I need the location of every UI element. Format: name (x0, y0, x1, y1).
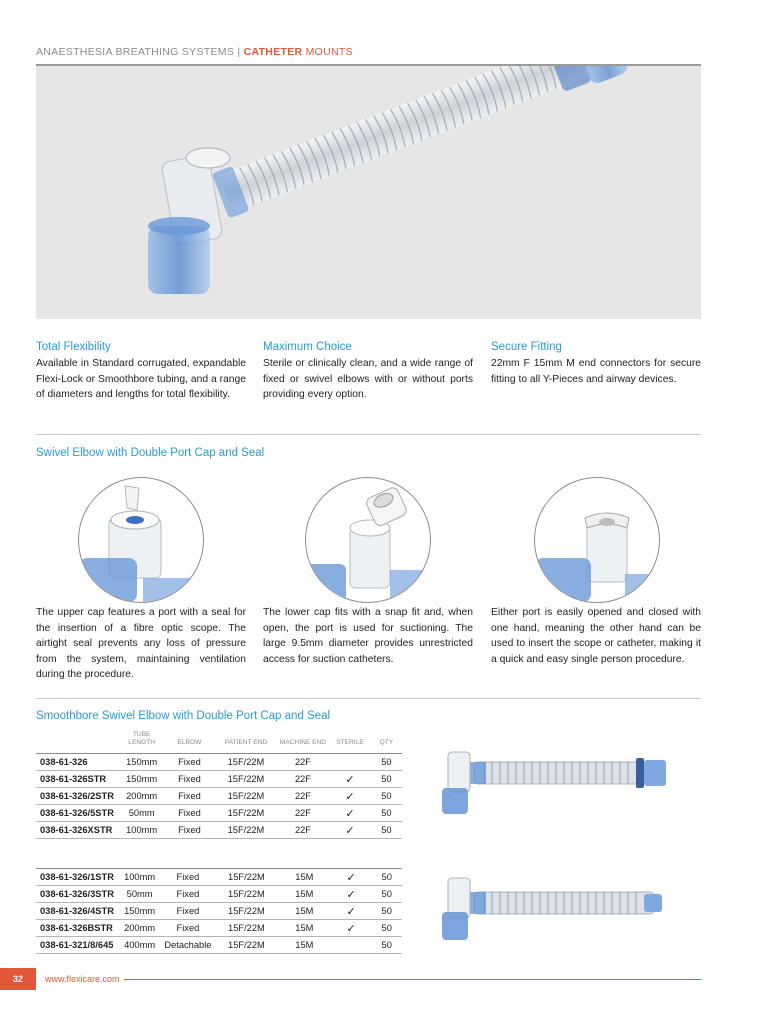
qty-cell: 50 (371, 903, 402, 920)
sterile-cell (331, 869, 372, 886)
elbow-cell: Fixed (164, 754, 215, 771)
qty-cell: 50 (371, 937, 402, 954)
product-code-cell: 038-61-326STR (36, 771, 119, 788)
product-code-cell: 038-61-321/8/645 (36, 937, 118, 954)
sterile-cell (331, 903, 372, 920)
sterile-check-icon: ✓ (346, 871, 356, 884)
product-code-cell: 038-61-326/2STR (36, 788, 119, 805)
patient-end-cell: 15F/22M (215, 920, 278, 937)
header-section: ANAESTHESIA BREATHING SYSTEMS | (36, 46, 241, 58)
catheter-mount-illustration (36, 66, 701, 319)
qty-cell: 50 (371, 754, 402, 771)
tube-length-cell: 150mm (118, 903, 161, 920)
table-row (36, 805, 402, 822)
tube-length-cell: 400mm (118, 937, 161, 954)
column-header: PATIENT END (224, 739, 268, 746)
lower-cap-detail-image (305, 477, 431, 603)
description-text: The lower cap fits with a snap fit and, when open, the port is used for suctioning. The large 9.5mm diameter provides unrestricted access for suction catheters. (263, 607, 473, 665)
product-code-cell: 038-61-326 (36, 754, 119, 771)
patient-end-cell: 15F/22M (215, 805, 277, 822)
section-divider (36, 698, 701, 699)
product-code-cell: 038-61-326/1STR (36, 869, 118, 886)
tube-length-cell: 150mm (119, 771, 163, 788)
elbow-cell: Fixed (161, 920, 215, 937)
table-row (36, 788, 402, 805)
single-hand-description (491, 605, 701, 667)
table-row (36, 903, 402, 920)
tube-length-cell: 50mm (118, 886, 161, 903)
swivel-port-detail-image (534, 477, 660, 603)
column-header (36, 731, 119, 754)
upper-cap-detail-image (78, 477, 204, 603)
machine-end-cell: 22F (277, 754, 329, 771)
patient-end-cell: 15F/22M (215, 822, 277, 839)
sterile-check-icon: ✓ (345, 807, 355, 820)
smoothbore-section-title: Smoothbore Swivel Elbow with Double Port Cap and Seal (36, 710, 331, 722)
patient-end-cell: 15F/22M (215, 771, 277, 788)
header-category-bold: CATHETER (243, 46, 303, 58)
product-code-cell: 038-61-326XSTR (36, 822, 119, 839)
product-code-cell: 038-61-326/3STR (36, 886, 118, 903)
description-text: The upper cap features a port with a seal for the insertion of a fibre optic scope. The airtight seal prevents any loss of pressure from the system, maintaining ventilation during the procedure. (36, 607, 246, 681)
sterile-check-icon: ✓ (346, 905, 356, 918)
elbow-cell: Fixed (161, 886, 215, 903)
tube-length-cell: 200mm (118, 920, 161, 937)
sterile-cell (329, 788, 371, 805)
product-code-cell: 038-61-326BSTR (36, 920, 118, 937)
qty-cell: 50 (371, 886, 402, 903)
elbow-cell: Fixed (161, 869, 215, 886)
patient-end-cell: 15F/22M (215, 937, 278, 954)
table-row (36, 937, 402, 954)
elbow-cell: Fixed (164, 822, 215, 839)
machine-end-cell: 22F (277, 771, 329, 788)
column-header: TUBE LENGTH (128, 731, 156, 746)
patient-end-cell: 15F/22M (215, 788, 277, 805)
feature-body: Available in Standard corrugated, expandable Flexi-Lock or Smoothbore tubing, and a range of diameters and lengths for total flexibility. (36, 358, 246, 401)
table-row (36, 886, 402, 903)
header-category-rest: MOUNTS (305, 46, 353, 58)
machine-end-cell: 15M (278, 886, 331, 903)
table-row (36, 869, 402, 886)
column-header: ELBOW (177, 739, 202, 746)
feature-title: Maximum Choice (263, 341, 352, 353)
product-image-22f (440, 748, 670, 833)
column-header: QTY (379, 739, 394, 746)
lower-cap-description (263, 605, 473, 667)
product-table-15m (36, 868, 402, 954)
sterile-cell (329, 771, 371, 788)
elbow-cell: Detachable (161, 937, 215, 954)
patient-end-cell: 15F/22M (215, 869, 278, 886)
qty-cell: 50 (371, 788, 402, 805)
elbow-cell: Fixed (164, 805, 215, 822)
table-header-row (36, 731, 402, 754)
machine-end-cell: 15M (278, 903, 331, 920)
qty-cell: 50 (371, 920, 402, 937)
table-row (36, 920, 402, 937)
sterile-check-icon: ✓ (345, 773, 355, 786)
patient-end-cell: 15F/22M (215, 754, 277, 771)
patient-end-cell: 15F/22M (215, 886, 278, 903)
feature-maximum-choice (263, 341, 473, 403)
description-text: Either port is easily opened and closed with one hand, meaning the other hand can be used to insert the scope or catheter, making it a quick and easy single person procedure. (491, 607, 701, 665)
table-row (36, 754, 402, 771)
feature-title: Secure Fitting (491, 341, 562, 353)
patient-end-cell: 15F/22M (215, 903, 278, 920)
table-row (36, 771, 402, 788)
sterile-cell (331, 886, 372, 903)
qty-cell: 50 (371, 869, 402, 886)
feature-secure-fitting (491, 341, 701, 387)
table-body (36, 869, 402, 954)
footer-url[interactable]: www.flexicare.com (45, 974, 120, 984)
tube-length-cell: 100mm (119, 822, 163, 839)
sterile-cell (329, 754, 371, 771)
table-row (36, 822, 402, 839)
column-header: MACHINE END (279, 739, 327, 746)
product-image-15m (440, 872, 670, 957)
section-divider (36, 434, 701, 435)
feature-title: Total Flexibility (36, 341, 111, 353)
qty-cell: 50 (371, 805, 402, 822)
sterile-cell (331, 937, 372, 954)
page-number: 32 (0, 968, 36, 990)
sterile-cell (329, 805, 371, 822)
product-code-cell: 038-61-326/5STR (36, 805, 119, 822)
tube-length-cell: 200mm (119, 788, 163, 805)
sterile-cell (329, 822, 371, 839)
tube-length-cell: 50mm (119, 805, 163, 822)
feature-total-flexibility (36, 341, 246, 403)
tube-length-cell: 150mm (119, 754, 163, 771)
product-code-cell: 038-61-326/4STR (36, 903, 118, 920)
sterile-cell (331, 920, 372, 937)
table-body (36, 754, 402, 839)
machine-end-cell: 22F (277, 805, 329, 822)
machine-end-cell: 15M (278, 869, 331, 886)
tube-length-cell: 100mm (118, 869, 161, 886)
sterile-check-icon: ✓ (346, 922, 356, 935)
swivel-section-title: Swivel Elbow with Double Port Cap and Seal (36, 447, 265, 459)
elbow-cell: Fixed (164, 771, 215, 788)
upper-cap-description (36, 605, 246, 683)
sterile-check-icon: ✓ (345, 790, 355, 803)
feature-body: Sterile or clinically clean, and a wide range of fixed or swivel elbows with or without ports providing every option. (263, 358, 473, 401)
elbow-cell: Fixed (164, 788, 215, 805)
product-table-22f (36, 731, 402, 839)
feature-body: 22mm F 15mm M end connectors for secure fitting to all Y-Pieces and airway devices. (491, 358, 701, 385)
running-header (36, 46, 353, 58)
elbow-cell: Fixed (161, 903, 215, 920)
hero-product-image (36, 66, 701, 319)
machine-end-cell: 22F (277, 822, 329, 839)
qty-cell: 50 (371, 771, 402, 788)
qty-cell: 50 (371, 822, 402, 839)
machine-end-cell: 15M (278, 920, 331, 937)
sterile-check-icon: ✓ (346, 888, 356, 901)
sterile-check-icon: ✓ (345, 824, 355, 837)
column-header: STERILE (336, 739, 364, 746)
footer-rule (124, 979, 701, 980)
machine-end-cell: 15M (278, 937, 331, 954)
machine-end-cell: 22F (277, 788, 329, 805)
